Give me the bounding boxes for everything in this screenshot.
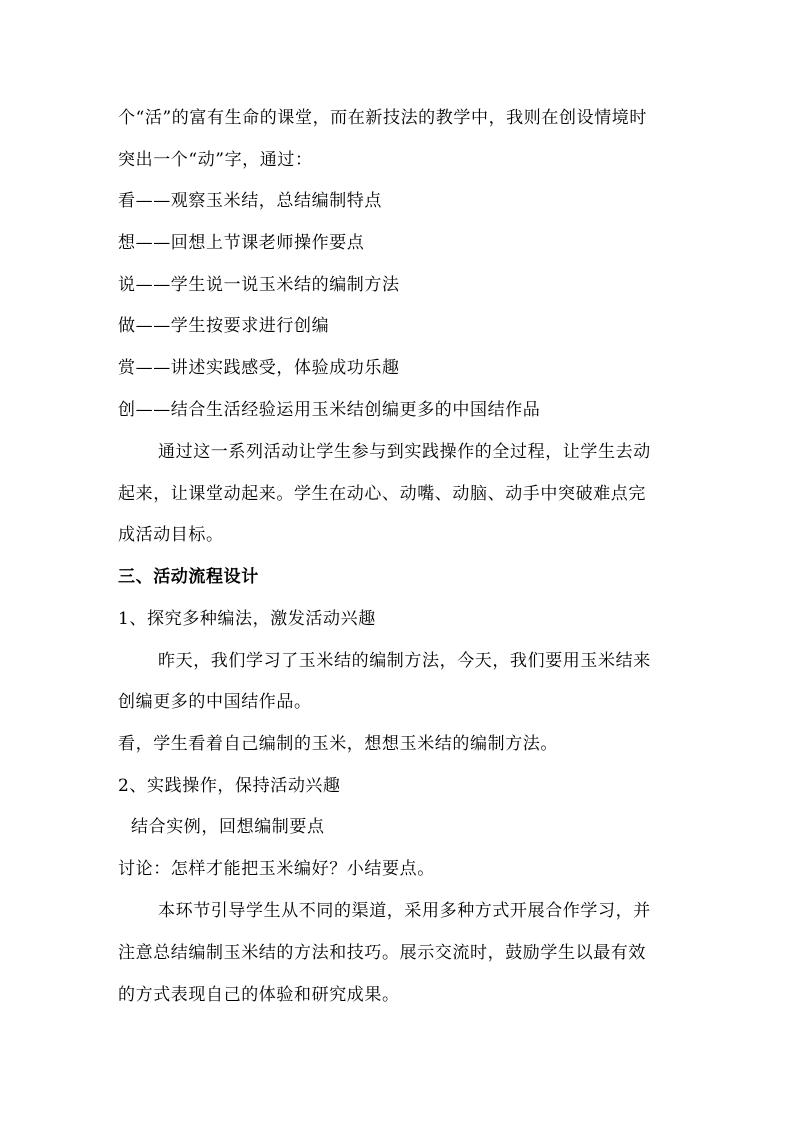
- list-item: 赏——讲述实践感受，体验成功乐趣: [118, 358, 400, 378]
- paragraph-line: 成活动目标。: [118, 525, 224, 545]
- paragraph-line: 的方式表现自己的体验和研究成果。: [118, 985, 400, 1005]
- list-item: 说——学生说一说玉米结的编制方法: [118, 275, 400, 295]
- subsection-heading: 1、探究多种编法，激发活动兴趣: [118, 609, 376, 629]
- paragraph-line: 结合实例，回想编制要点: [131, 817, 325, 837]
- list-item: 做——学生按要求进行创编: [118, 316, 330, 336]
- list-item: 想——回想上节课老师操作要点: [118, 233, 365, 253]
- paragraph-line: 突出一个“动”字，通过：: [118, 150, 313, 170]
- paragraph-line: 创编更多的中国结作品。: [118, 692, 312, 712]
- list-item: 看——观察玉米结，总结编制特点: [118, 191, 382, 211]
- paragraph-line: 昨天，我们学习了玉米结的编制方法，今天，我们要用玉米结来: [158, 651, 651, 671]
- list-item: 创——结合生活经验运用玉米结创编更多的中国结作品: [118, 400, 541, 420]
- section-heading: 三、活动流程设计: [118, 567, 259, 587]
- paragraph-line: 讨论：怎样才能把玉米编好？小结要点。: [118, 859, 435, 879]
- subsection-heading: 2、实践操作，保持活动兴趣: [118, 776, 341, 796]
- paragraph-line: 个“活”的富有生命的课堂，而在新技法的教学中，我则在创设情境时: [118, 108, 647, 128]
- paragraph-line: 注意总结编制玉米结的方法和技巧。展示交流时，鼓励学生以最有效: [118, 943, 646, 963]
- paragraph-line: 通过这一系列活动让学生参与到实践操作的全过程，让学生去动: [158, 442, 651, 462]
- paragraph-line: 本环节引导学生从不同的渠道，采用多种方式开展合作学习，并: [158, 901, 651, 921]
- paragraph-line: 起来，让课堂动起来。学生在动心、动嘴、动脑、动手中突破难点完: [118, 484, 646, 504]
- paragraph-line: 看，学生看着自己编制的玉米，想想玉米结的编制方法。: [118, 734, 558, 754]
